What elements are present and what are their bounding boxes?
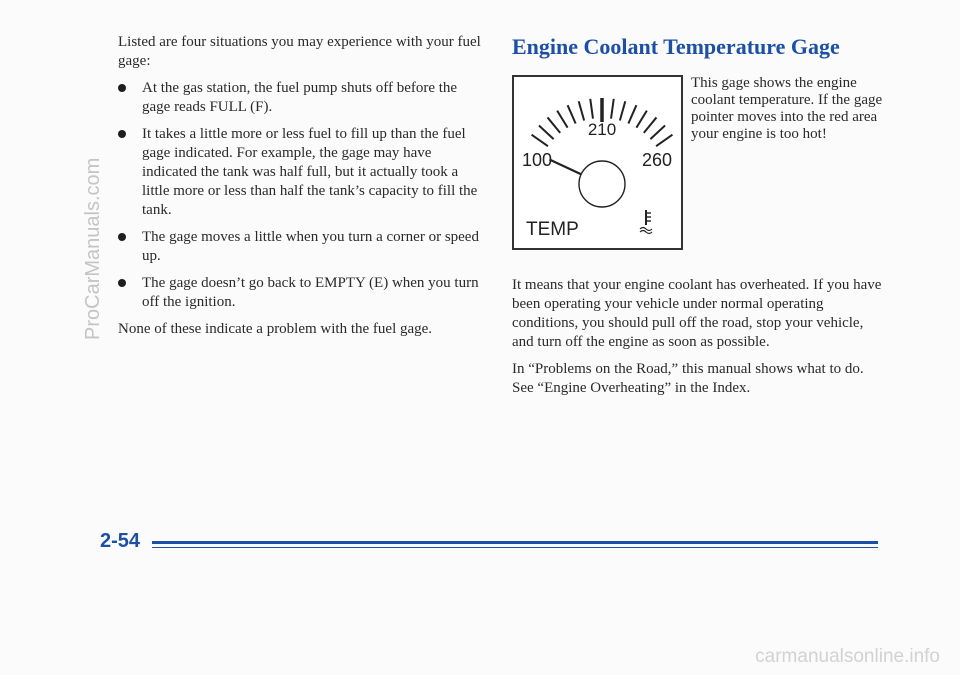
list-item: The gage doesn’t go back to EMPTY (E) when you turn off the ignition. <box>118 274 483 312</box>
list-item: It takes a little more or less fuel to fill up than the fuel gage indicated. For example, the gage may have indicated the tank was half full, but it actually took a little more or less than half the tank’s capacity to fill the tank. <box>118 125 483 220</box>
gauge-label-low: 100 <box>522 150 553 170</box>
page-number: 2-54 <box>100 530 141 552</box>
gauge-tick <box>579 101 584 120</box>
section-title: Engine Coolant Temperature Gage <box>512 34 840 59</box>
gauge-label-mid: 210 <box>587 120 617 139</box>
gauge-tick <box>568 105 576 123</box>
gauge-row <box>512 71 887 276</box>
gauge-tick <box>650 126 665 140</box>
overheat-paragraph: It means that your engine coolant has overheated. If you have been operating your vehicle under normal operating conditions, you should pull off the road, stop your vehicle, and turn off the engine as soon as possible. <box>512 277 882 350</box>
gauge-caption: TEMP <box>526 219 579 240</box>
bottom-watermark: carmanualsonline.info <box>755 646 940 667</box>
gauge-tick <box>620 101 625 120</box>
bullet-icon <box>118 130 126 138</box>
situation-list <box>118 79 483 312</box>
gauge-tick <box>628 105 636 123</box>
coolant-gauge-illustration <box>512 75 683 250</box>
list-item: At the gas station, the fuel pump shuts off before the gage reads FULL (F). <box>118 79 483 117</box>
gauge-svg <box>514 77 681 248</box>
gauge-tick <box>532 135 548 146</box>
bullet-icon <box>118 233 126 241</box>
list-item: The gage moves a little when you turn a corner or speed up. <box>118 228 483 266</box>
gauge-tick <box>539 126 554 140</box>
coolant-thermometer-icon <box>640 210 652 234</box>
closing-paragraph: None of these indicate a problem with the fuel gage. <box>118 321 433 337</box>
gauge-tick <box>611 99 614 119</box>
gauge-tick <box>548 117 561 132</box>
footer-rule <box>152 541 878 544</box>
gauge-hub <box>579 161 625 207</box>
left-column <box>118 33 483 347</box>
intro-paragraph: Listed are four situations you may experience with your fuel gage: <box>118 34 481 69</box>
gauge-tick <box>656 135 672 146</box>
gauge-description: This gage shows the engine coolant temperature. If the gage pointer moves into the red area your engine is too hot! <box>691 75 883 142</box>
gauge-tick <box>590 99 593 119</box>
side-watermark: ProCarManuals.com <box>82 157 104 340</box>
gauge-tick <box>636 111 646 128</box>
bullet-icon <box>118 279 126 287</box>
page-footer <box>100 530 880 560</box>
gauge-tick <box>557 111 567 128</box>
right-column <box>512 33 887 406</box>
gauge-tick <box>644 117 657 132</box>
bullet-icon <box>118 84 126 92</box>
gauge-label-high: 260 <box>641 150 672 170</box>
reference-paragraph: In “Problems on the Road,” this manual shows what to do. See “Engine Overheating” in the Index. <box>512 361 864 396</box>
footer-rule-thin <box>152 547 878 548</box>
